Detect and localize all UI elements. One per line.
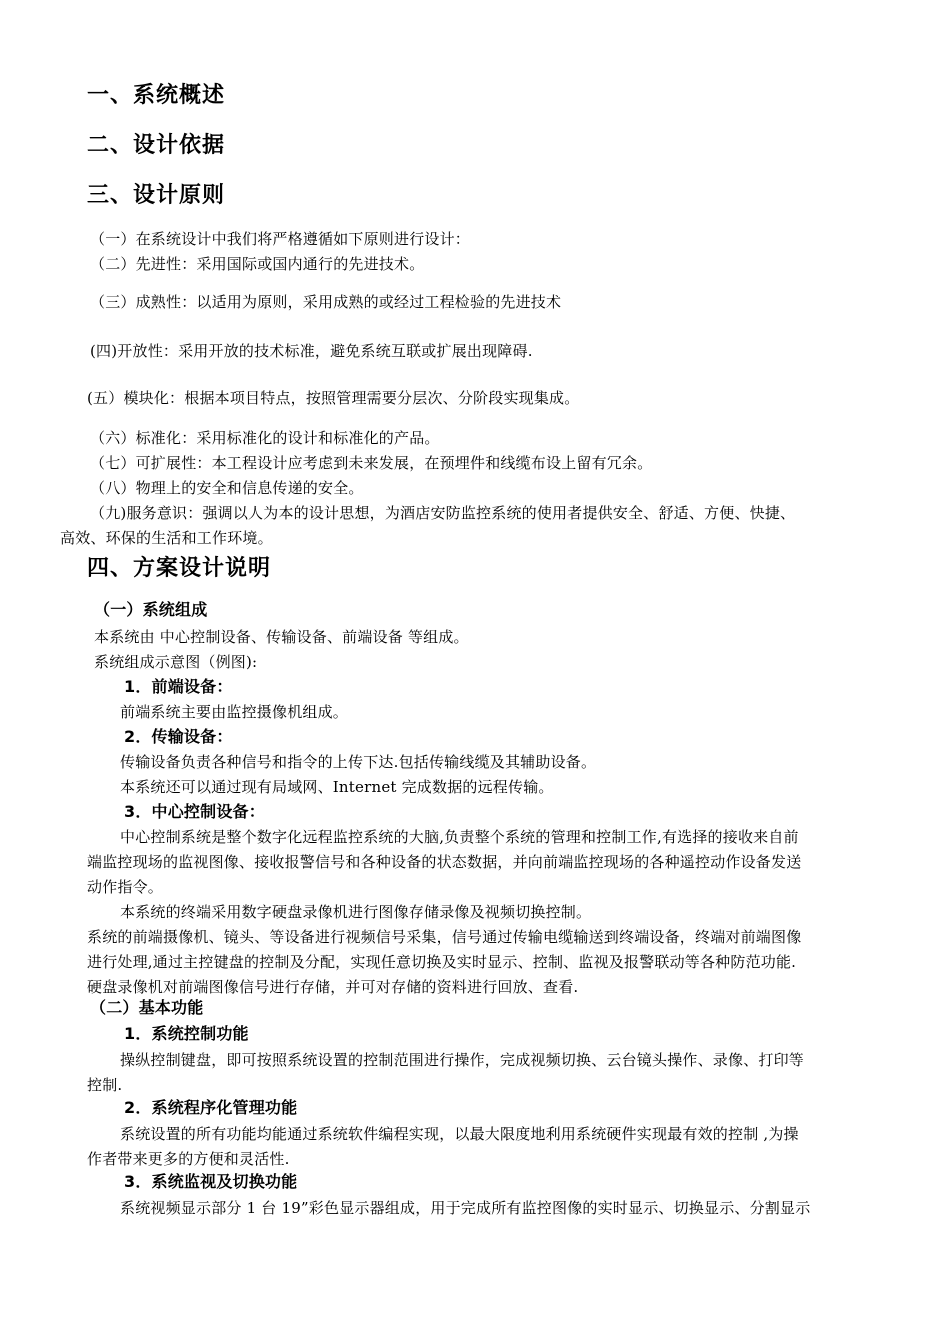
principle-line: （一）在系统设计中我们将严格遵循如下原则进行设计： xyxy=(90,230,471,248)
principle-line: (五）模块化：根据本项目特点，按照管理需要分层次、分阶段实现集成。 xyxy=(87,389,580,407)
principle-line: （六）标准化：采用标准化的设计和标准化的产品。 xyxy=(90,429,440,447)
principle-line: （八）物理上的安全和信息传递的安全。 xyxy=(90,479,364,497)
paragraph-line: 控制. xyxy=(87,1076,123,1094)
heading-system-overview: 一、系统概述 xyxy=(87,83,226,108)
principle-line: (四)开放性：采用开放的技术标准，避免系统互联或扩展出现障碍. xyxy=(90,342,533,360)
section-title-composition: （一）系统组成 xyxy=(94,600,208,619)
paragraph-line: 系统组成示意图（例图): xyxy=(94,653,258,671)
subheading-center-control: 3．中心控制设备： xyxy=(124,802,265,821)
paragraph-line: 中心控制系统是整个数字化远程监控系统的大脑,负责整个系统的管理和控制工作,有选择的接收来自前 xyxy=(120,828,799,846)
paragraph-line: 系统视频显示部分 1 台 19”彩色显示器组成，用于完成所有监控图像的实时显示、切换显示、分割显示 xyxy=(120,1199,811,1217)
subheading-transmission: 2．传输设备： xyxy=(124,727,233,746)
paragraph-line: 传输设备负责各种信号和指令的上传下达.包括传输线缆及其辅助设备。 xyxy=(120,753,597,771)
principle-line: （三）成熟性：以适用为原则，采用成熟的或经过工程检验的先进技术 xyxy=(90,293,562,311)
paragraph-line: 操纵控制键盘，即可按照系统设置的控制范围进行操作，完成视频切换、云台镜头操作、录像、打印等 xyxy=(120,1051,805,1069)
heading-scheme-description: 四、方案设计说明 xyxy=(87,556,272,581)
subheading-program-management: 2．系统程序化管理功能 xyxy=(124,1098,298,1117)
paragraph-line: 系统的前端摄像机、镜头、等设备进行视频信号采集，信号通过传输电缆输送到终端设备，终端对前端图像 xyxy=(87,928,802,946)
subheading-monitor-switch: 3．系统监视及切换功能 xyxy=(124,1172,298,1191)
paragraph-line: 前端系统主要由监控摄像机组成。 xyxy=(120,703,349,721)
principle-line: （二）先进性：采用国际或国内通行的先进技术。 xyxy=(90,255,425,273)
subheading-control-function: 1．系统控制功能 xyxy=(124,1024,249,1043)
principle-line: （九)服务意识：强调以人为本的设计思想，为酒店安防监控系统的使用者提供安全、舒适、方便、快捷、 xyxy=(90,504,796,522)
paragraph-line: 端监控现场的监视图像、接收报警信号和各种设备的状态数据，并向前端监控现场的各种遥控动作设备发送 xyxy=(87,853,802,871)
heading-design-basis: 二、设计依据 xyxy=(87,133,226,158)
section-title-basic-functions: （二）基本功能 xyxy=(90,998,204,1017)
subheading-front-end: 1．前端设备： xyxy=(124,677,233,696)
paragraph-line: 系统设置的所有功能均能通过系统软件编程实现，以最大限度地利用系统硬件实现最有效的控制 ,为操 xyxy=(120,1125,799,1143)
paragraph-line: 动作指令。 xyxy=(87,878,164,896)
paragraph-line: 本系统的终端采用数字硬盘录像机进行图像存储录像及视频切换控制。 xyxy=(120,903,592,921)
paragraph-line: 本系统由 中心控制设备、传输设备、前端设备 等组成。 xyxy=(94,628,469,646)
heading-design-principles: 三、设计原则 xyxy=(87,183,226,208)
paragraph-line: 进行处理,通过主控键盘的控制及分配，实现任意切换及实时显示、控制、监视及报警联动等各种防范功能. xyxy=(87,953,797,971)
paragraph-line: 硬盘录像机对前端图像信号进行存储，并可对存储的资料进行回放、查看. xyxy=(87,978,579,996)
principle-line: 高效、环保的生活和工作环境。 xyxy=(60,529,273,547)
paragraph-line: 作者带来更多的方便和灵活性. xyxy=(87,1150,290,1168)
principle-line: （七）可扩展性：本工程设计应考虑到未来发展，在预埋件和线缆布设上留有冗余。 xyxy=(90,454,653,472)
paragraph-line: 本系统还可以通过现有局域网、Internet 完成数据的远程传输。 xyxy=(120,778,554,796)
